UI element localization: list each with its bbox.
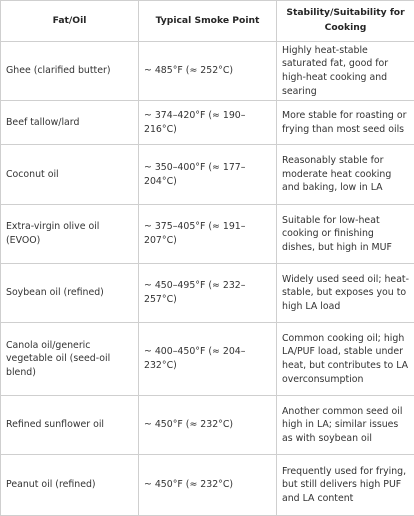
cell-stability: Suitable for low-heat cooking or finishing dishes, but high in MUF [277, 205, 414, 264]
cell-stability: Frequently used for frying, but still delivers high PUF and LA content [277, 455, 414, 516]
cell-smoke-point: ~ 375–405°F (≈ 191–207°C) [139, 205, 277, 264]
cell-smoke-point: ~ 400–450°F (≈ 204–232°C) [139, 323, 277, 396]
cell-smoke-point: ~ 450–495°F (≈ 232–257°C) [139, 264, 277, 323]
cell-fat-oil: Soybean oil (refined) [1, 264, 139, 323]
cell-fat-oil: Peanut oil (refined) [1, 455, 139, 516]
cell-stability: Reasonably stable for moderate heat cooking and baking, low in LA [277, 145, 414, 205]
table-row [1, 264, 414, 323]
cell-smoke-point: ~ 450°F (≈ 232°C) [139, 455, 277, 516]
cell-stability: More stable for roasting or frying than most seed oils [277, 101, 414, 145]
table-row [1, 101, 414, 145]
cell-fat-oil: Canola oil/generic vegetable oil (seed-oil blend) [1, 323, 139, 396]
cell-stability: Common cooking oil; high LA/PUF load, stable under heat, but contributes to LA overconsumption [277, 323, 414, 396]
cell-stability: Another common seed oil high in LA; similar issues as with soybean oil [277, 396, 414, 455]
table-row [1, 145, 414, 205]
table-row [1, 323, 414, 396]
cell-fat-oil: Extra-virgin olive oil (EVOO) [1, 205, 139, 264]
cell-stability: Highly heat-stable saturated fat, good for high-heat cooking and searing [277, 42, 414, 101]
cell-fat-oil: Refined sunflower oil [1, 396, 139, 455]
cell-fat-oil: Ghee (clarified butter) [1, 42, 139, 101]
table-row [1, 455, 414, 516]
table-header-row [1, 1, 414, 42]
cell-smoke-point: ~ 485°F (≈ 252°C) [139, 42, 277, 101]
cell-fat-oil: Beef tallow/lard [1, 101, 139, 145]
header-stability: Stability/Suitability for Cooking [277, 1, 414, 42]
table-row [1, 396, 414, 455]
table-row [1, 42, 414, 101]
cell-smoke-point: ~ 374–420°F (≈ 190–216°C) [139, 101, 277, 145]
header-smoke-point: Typical Smoke Point [139, 1, 277, 42]
header-fat-oil: Fat/Oil [1, 1, 139, 42]
cell-stability: Widely used seed oil; heat-stable, but exposes you to high LA load [277, 264, 414, 323]
cell-smoke-point: ~ 350–400°F (≈ 177–204°C) [139, 145, 277, 205]
table-row [1, 205, 414, 264]
cell-fat-oil: Coconut oil [1, 145, 139, 205]
cell-smoke-point: ~ 450°F (≈ 232°C) [139, 396, 277, 455]
